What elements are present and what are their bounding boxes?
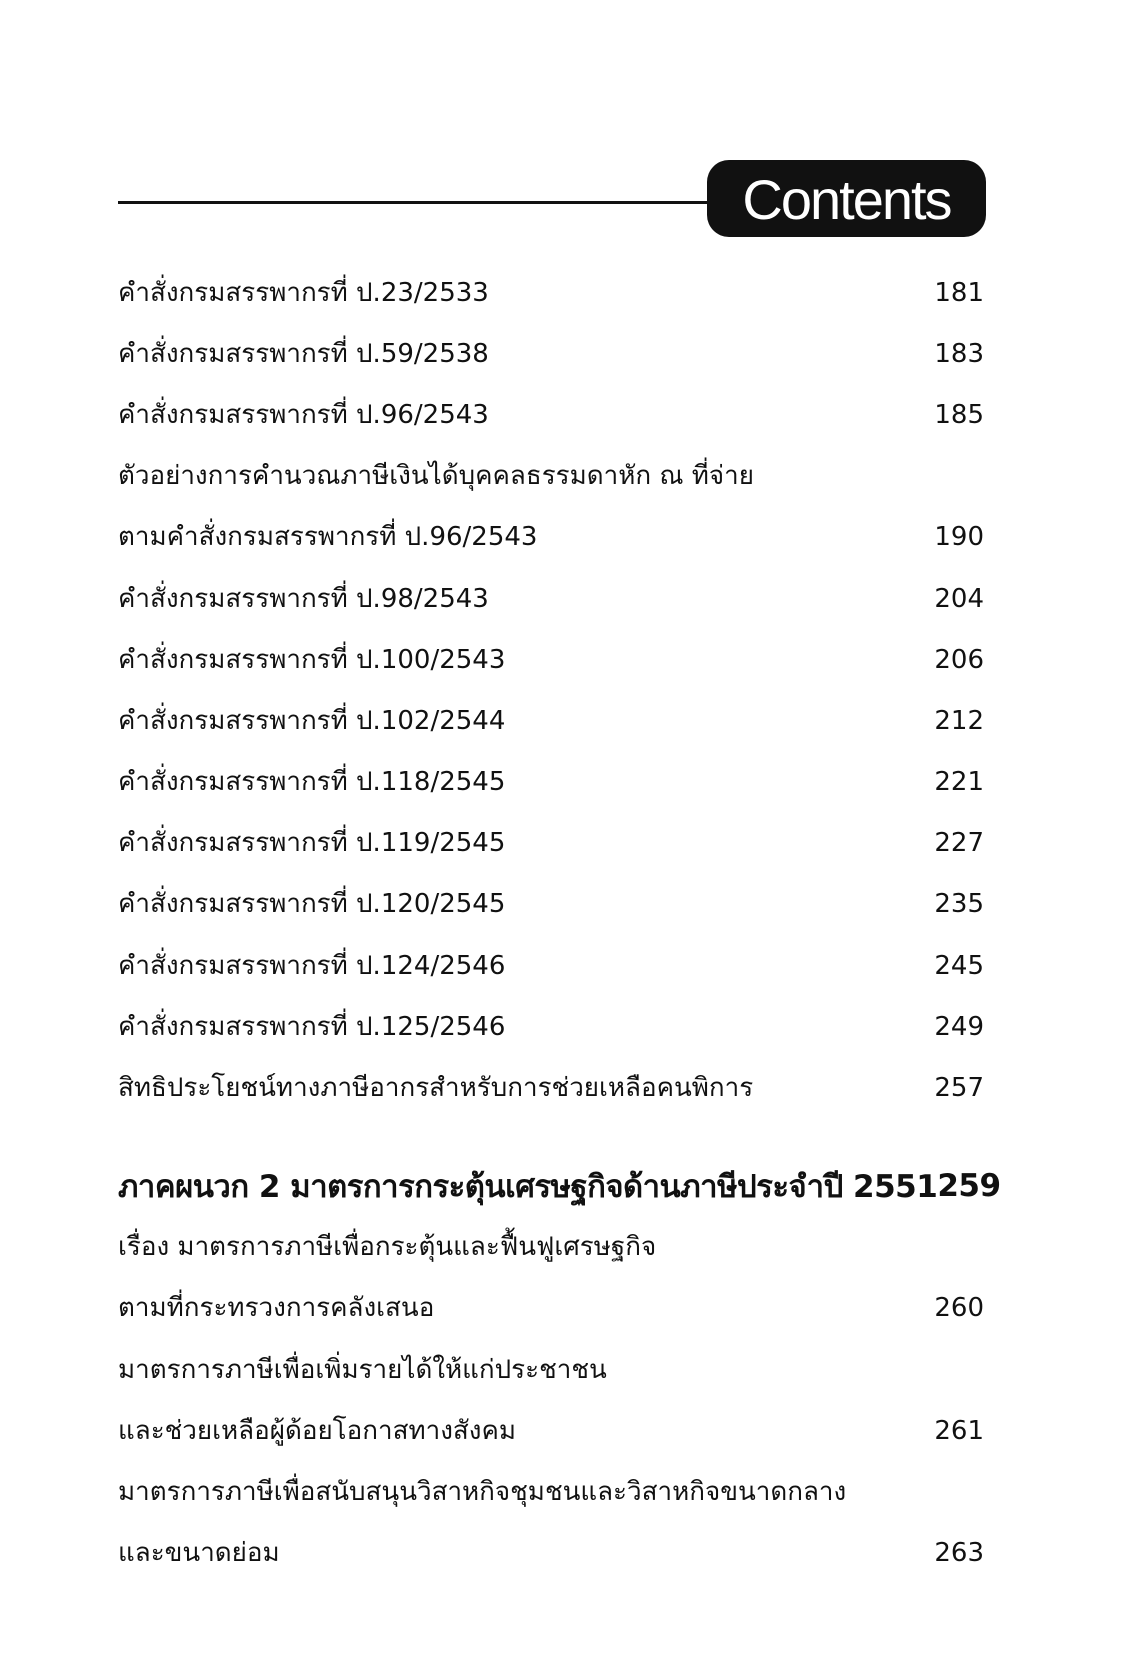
toc-entry[interactable]	[118, 262, 984, 323]
toc-entry-label: คำสั่งกรมสรรพากรที่ ป.102/2544	[118, 705, 506, 736]
toc-entry-page: 263	[934, 1538, 984, 1569]
toc-entry[interactable]	[118, 384, 984, 445]
toc-entry[interactable]	[118, 1278, 984, 1339]
toc-entry[interactable]	[118, 690, 984, 751]
toc-entry-page: 235	[934, 889, 984, 920]
toc-entry[interactable]	[118, 1057, 984, 1118]
toc-entry-label: และช่วยเหลือผู้ด้อยโอกาสทางสังคม	[118, 1415, 516, 1446]
toc-entry-label: ตามที่กระทรวงการคลังเสนอ	[118, 1293, 435, 1324]
toc-entry-page: 190	[934, 522, 984, 553]
toc-entry-label: มาตรการภาษีเพื่อสนับสนุนวิสาหกิจชุมชนและวิสาหกิจขนาดกลาง	[118, 1476, 847, 1507]
toc-entry-label: คำสั่งกรมสรรพากรที่ ป.98/2543	[118, 583, 489, 614]
header-rule	[118, 201, 730, 204]
toc-entry[interactable]	[118, 752, 984, 813]
toc-entry[interactable]	[118, 323, 984, 384]
toc-entry[interactable]	[118, 507, 984, 568]
toc-entry-page: 261	[934, 1415, 984, 1446]
section-heading-label: ภาคผนวก 2 มาตรการกระตุ้นเศรษฐกิจด้านภาษีประจำปี 2551	[118, 1168, 938, 1205]
toc-entry[interactable]	[118, 935, 984, 996]
toc-entry-page: 204	[934, 583, 984, 614]
toc-entry-label: ตามคำสั่งกรมสรรพากรที่ ป.96/2543	[118, 522, 538, 553]
toc-entry[interactable]	[118, 629, 984, 690]
toc-entry-label: คำสั่งกรมสรรพากรที่ ป.59/2538	[118, 338, 489, 369]
toc-entry-label: ตัวอย่างการคำนวณภาษีเงินได้บุคคลธรรมดาหัก ณ ที่จ่าย	[118, 461, 754, 492]
toc-entry-page: 227	[934, 828, 984, 859]
toc-entry[interactable]	[118, 1523, 984, 1584]
toc-entry-page: 257	[934, 1073, 984, 1104]
toc-entry-page: 183	[934, 338, 984, 369]
toc-entry-page: 185	[934, 399, 984, 430]
contents-title: Contents	[707, 160, 986, 237]
toc-entry[interactable]	[118, 568, 984, 629]
toc-entry[interactable]	[118, 813, 984, 874]
toc-entry[interactable]	[118, 1400, 984, 1461]
toc-entry[interactable]	[118, 1339, 984, 1400]
toc-entry[interactable]	[118, 1461, 984, 1522]
toc-entry[interactable]	[118, 1217, 984, 1278]
toc-entry-label: คำสั่งกรมสรรพากรที่ ป.23/2533	[118, 277, 489, 308]
toc-entry-page: 245	[934, 950, 984, 981]
toc-entry-label: เรื่อง มาตรการภาษีเพื่อกระตุ้นและฟื้นฟูเศรษฐกิจ	[118, 1232, 657, 1263]
toc-entry-page: 260	[934, 1293, 984, 1324]
toc-entry-label: สิทธิประโยชน์ทางภาษีอากรสำหรับการช่วยเหลือคนพิการ	[118, 1073, 754, 1104]
toc-entry-page: 206	[934, 644, 984, 675]
toc-entry[interactable]	[118, 874, 984, 935]
toc-entry-label: คำสั่งกรมสรรพากรที่ ป.125/2546	[118, 1011, 506, 1042]
toc-entry-label: คำสั่งกรมสรรพากรที่ ป.100/2543	[118, 644, 506, 675]
table-of-contents	[118, 262, 1001, 1584]
section-spacer	[118, 1119, 984, 1155]
toc-entry-page: 221	[934, 767, 984, 798]
toc-entry-label: คำสั่งกรมสรรพากรที่ ป.118/2545	[118, 767, 506, 798]
section-heading-page: 259	[937, 1167, 1001, 1204]
toc-entry-page: 181	[934, 277, 984, 308]
toc-entry-page: 249	[934, 1011, 984, 1042]
toc-entry-label: และขนาดย่อม	[118, 1538, 280, 1569]
toc-entry-label: มาตรการภาษีเพื่อเพิ่มรายได้ให้แก่ประชาชน	[118, 1354, 607, 1385]
toc-entry-label: คำสั่งกรมสรรพากรที่ ป.119/2545	[118, 828, 506, 859]
toc-entry-label: คำสั่งกรมสรรพากรที่ ป.96/2543	[118, 399, 489, 430]
toc-entry-page: 212	[934, 705, 984, 736]
toc-entry-label: คำสั่งกรมสรรพากรที่ ป.120/2545	[118, 889, 506, 920]
toc-entry[interactable]	[118, 996, 984, 1057]
section-heading[interactable]	[118, 1155, 1001, 1217]
toc-entry[interactable]	[118, 446, 984, 507]
toc-entry-label: คำสั่งกรมสรรพากรที่ ป.124/2546	[118, 950, 506, 981]
